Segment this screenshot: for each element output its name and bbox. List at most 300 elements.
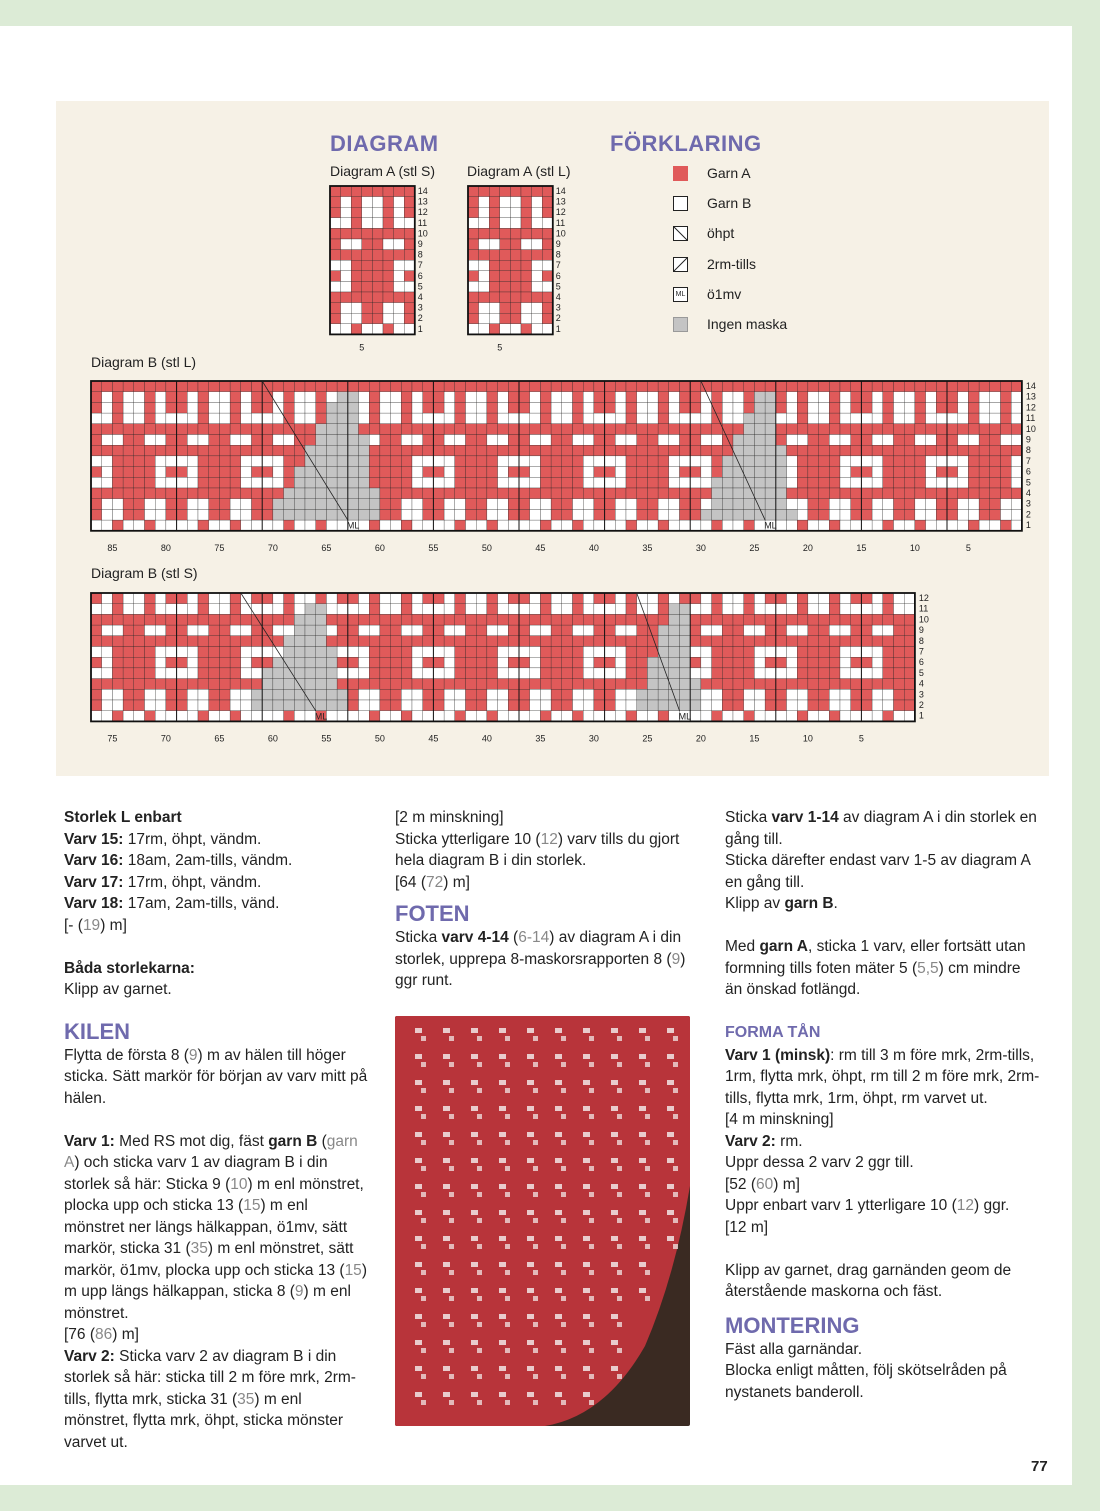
stitch-cell <box>829 456 840 467</box>
stitch-motif <box>415 1184 422 1189</box>
stitch-cell <box>262 413 273 424</box>
stitch-cell <box>542 324 553 335</box>
stitch-cell <box>102 445 113 456</box>
stitch-cell <box>615 593 626 604</box>
stitch-cell <box>530 435 541 446</box>
stitch-cell <box>348 488 359 499</box>
row-number: 5 <box>555 281 561 292</box>
stitch-cell <box>500 260 511 271</box>
stitch-cell <box>123 520 134 531</box>
stitch-cell <box>861 520 872 531</box>
stitch-cell <box>273 700 284 711</box>
stitch-cell <box>444 636 455 647</box>
stitch-cell <box>733 467 744 478</box>
column-number: 20 <box>695 733 706 744</box>
column-number: 30 <box>588 733 599 744</box>
stitch-cell <box>198 657 209 668</box>
stitch-cell <box>510 228 521 239</box>
stitch-motif <box>589 1400 594 1405</box>
stitch-motif <box>673 1062 678 1067</box>
stitch-motif <box>415 1340 422 1345</box>
column-number: 20 <box>802 542 813 553</box>
stitch-cell <box>444 381 455 392</box>
stitch-cell <box>380 520 391 531</box>
stitch-cell <box>573 711 584 722</box>
stitch-cell <box>209 509 220 520</box>
stitch-cell <box>530 614 541 625</box>
stitch-cell <box>476 668 487 679</box>
stitch-cell <box>883 520 894 531</box>
stitch-motif <box>499 1028 506 1033</box>
stitch-cell <box>776 477 787 488</box>
stitch-cell <box>765 392 776 403</box>
stitch-cell <box>1011 413 1022 424</box>
stitch-cell <box>776 488 787 499</box>
stitch-cell <box>829 413 840 424</box>
row-number: 8 <box>417 249 423 260</box>
stitch-cell <box>241 604 252 615</box>
stitch-cell <box>530 509 541 520</box>
stitch-motif <box>421 1114 426 1119</box>
stitch-cell <box>241 679 252 690</box>
stitch-cell <box>476 467 487 478</box>
stitch-cell <box>808 381 819 392</box>
stitch-cell <box>401 647 412 658</box>
stitch-cell <box>219 435 230 446</box>
stitch-cell <box>840 413 851 424</box>
stitch-cell <box>166 614 177 625</box>
stitch-cell <box>316 435 327 446</box>
stitch-cell <box>305 636 316 647</box>
stitch-cell <box>658 467 669 478</box>
stitch-cell <box>701 424 712 435</box>
stitch-cell <box>690 679 701 690</box>
stitch-cell <box>861 625 872 636</box>
stitch-cell <box>359 467 370 478</box>
stitch-cell <box>540 636 551 647</box>
stitch-cell <box>647 424 658 435</box>
stitch-cell <box>455 467 466 478</box>
chart-grid <box>330 186 415 334</box>
stitch-cell <box>209 424 220 435</box>
stitch-cell <box>230 625 241 636</box>
stitch-cell <box>252 679 263 690</box>
stitch-cell <box>433 636 444 647</box>
stitch-cell <box>177 435 188 446</box>
stitch-cell <box>583 614 594 625</box>
stitch-cell <box>851 509 862 520</box>
stitch-motif <box>449 1244 454 1249</box>
column-number: 10 <box>802 733 813 744</box>
stitch-cell <box>166 700 177 711</box>
stitch-cell <box>508 625 519 636</box>
stitch-cell <box>412 392 423 403</box>
stitch-motif <box>499 1158 506 1163</box>
stitch-cell <box>468 197 479 208</box>
stitch-motif <box>533 1270 538 1275</box>
stitch-cell <box>498 413 509 424</box>
row-number: 10 <box>555 228 566 239</box>
stitch-cell <box>330 313 341 324</box>
stitch-cell <box>362 186 373 197</box>
stitch-cell <box>91 604 102 615</box>
stitch-cell <box>787 467 798 478</box>
stitch-cell <box>583 499 594 510</box>
stitch-cell <box>573 477 584 488</box>
stitch-cell <box>209 689 220 700</box>
stitch-cell <box>404 313 415 324</box>
stitch-cell <box>444 499 455 510</box>
stitch-cell <box>573 689 584 700</box>
stitch-cell <box>423 657 434 668</box>
stitch-cell <box>787 456 798 467</box>
stitch-cell <box>562 647 573 658</box>
stitch-cell <box>123 614 134 625</box>
stitch-cell <box>198 467 209 478</box>
stitch-cell <box>455 636 466 647</box>
stitch-cell <box>391 614 402 625</box>
stitch-cell <box>540 679 551 690</box>
stitch-cell <box>394 260 405 271</box>
stitch-cell <box>551 402 562 413</box>
stitch-cell <box>872 445 883 456</box>
stitch-cell <box>637 381 648 392</box>
stitch-cell <box>712 679 723 690</box>
stitch-motif <box>449 1270 454 1275</box>
stitch-cell <box>861 636 872 647</box>
stitch-cell <box>851 499 862 510</box>
stitch-cell <box>701 647 712 658</box>
stitch-cell <box>380 456 391 467</box>
stitch-cell <box>198 679 209 690</box>
stitch-cell <box>722 509 733 520</box>
stitch-cell <box>701 445 712 456</box>
stitch-cell <box>134 456 145 467</box>
stitch-motif <box>443 1132 450 1137</box>
stitch-cell <box>102 711 113 722</box>
stitch-cell <box>626 647 637 658</box>
garn-a-swatch <box>673 166 688 181</box>
stitch-cell <box>351 303 362 314</box>
stitch-cell <box>626 445 637 456</box>
stitch-cell <box>369 402 380 413</box>
stitch-cell <box>498 499 509 510</box>
stitch-cell <box>510 207 521 218</box>
stitch-cell <box>519 689 530 700</box>
stitch-motif <box>611 1340 618 1345</box>
stitch-motif <box>611 1054 618 1059</box>
stitch-cell <box>510 303 521 314</box>
stitch-motif <box>583 1314 590 1319</box>
stitch-cell <box>926 445 937 456</box>
stitch-cell <box>134 657 145 668</box>
stitch-cell <box>380 467 391 478</box>
stitch-cell <box>542 281 553 292</box>
stitch-cell <box>348 711 359 722</box>
stitch-cell <box>819 488 830 499</box>
stitch-cell <box>487 614 498 625</box>
stitch-cell <box>508 614 519 625</box>
stitch-cell <box>209 679 220 690</box>
stitch-motif <box>667 1184 674 1189</box>
stitch-cell <box>947 402 958 413</box>
stitch-cell <box>404 260 415 271</box>
stitch-cell <box>155 614 166 625</box>
stitch-cell <box>797 614 808 625</box>
stitch-cell <box>198 456 209 467</box>
stitch-cell <box>797 467 808 478</box>
stitch-cell <box>562 392 573 403</box>
stitch-cell <box>466 657 477 668</box>
stitch-cell <box>540 593 551 604</box>
stitch-cell <box>198 413 209 424</box>
stitch-cell <box>583 456 594 467</box>
stitch-cell <box>330 197 341 208</box>
stitch-cell <box>487 435 498 446</box>
stitch-motif <box>415 1314 422 1319</box>
stitch-cell <box>701 467 712 478</box>
stitch-cell <box>669 456 680 467</box>
stitch-cell <box>594 647 605 658</box>
stitch-cell <box>219 700 230 711</box>
stitch-cell <box>605 689 616 700</box>
stitch-cell <box>637 689 648 700</box>
stitch-motif <box>421 1062 426 1067</box>
stitch-cell <box>562 424 573 435</box>
stitch-cell <box>765 499 776 510</box>
stitch-cell <box>91 424 102 435</box>
stitch-cell <box>134 604 145 615</box>
stitch-cell <box>744 647 755 658</box>
stitch-cell <box>155 700 166 711</box>
stitch-cell <box>915 435 926 446</box>
stitch-cell <box>341 250 352 261</box>
stitch-cell <box>123 657 134 668</box>
stitch-cell <box>819 477 830 488</box>
stitch-cell <box>733 657 744 668</box>
text-bold: garn A <box>759 938 808 955</box>
stitch-cell <box>209 477 220 488</box>
diagram-b-l-label: Diagram B (stl L) <box>91 354 197 370</box>
stitch-cell <box>594 509 605 520</box>
stitch-cell <box>926 488 937 499</box>
stitch-cell <box>883 614 894 625</box>
stitch-cell <box>241 424 252 435</box>
stitch-cell <box>530 392 541 403</box>
text: ) m] <box>773 1175 800 1193</box>
stitch-cell <box>316 424 327 435</box>
stitch-cell <box>166 509 177 520</box>
stitch-motif <box>589 1192 594 1197</box>
stitch-cell <box>209 636 220 647</box>
stitch-cell <box>326 456 337 467</box>
stitch-cell <box>669 435 680 446</box>
stitch-cell <box>433 679 444 690</box>
stitch-cell <box>510 260 521 271</box>
stitch-cell <box>230 614 241 625</box>
stitch-cell <box>500 281 511 292</box>
stitch-cell <box>573 467 584 478</box>
stitch-cell <box>819 456 830 467</box>
stitch-cell <box>722 647 733 658</box>
stitch-cell <box>487 636 498 647</box>
stitch-cell <box>573 668 584 679</box>
stitch-motif <box>505 1192 510 1197</box>
stitch-cell <box>658 435 669 446</box>
stitch-motif <box>617 1218 622 1223</box>
stitch-cell <box>519 499 530 510</box>
stitch-cell <box>316 647 327 658</box>
stitch-cell <box>540 711 551 722</box>
stitch-motif <box>415 1054 422 1059</box>
stitch-cell <box>252 520 263 531</box>
stitch-cell <box>647 614 658 625</box>
stitch-cell <box>479 271 490 282</box>
stitch-cell <box>455 593 466 604</box>
stitch-motif <box>555 1080 562 1085</box>
row-number: 9 <box>918 625 924 636</box>
stitch-motif <box>527 1262 534 1267</box>
stitch-cell <box>305 477 316 488</box>
stitch-cell <box>765 657 776 668</box>
stitch-cell <box>562 456 573 467</box>
stitch-cell <box>500 271 511 282</box>
stitch-motif <box>443 1158 450 1163</box>
stitch-cell <box>894 445 905 456</box>
stitch-cell <box>701 509 712 520</box>
stitch-cell <box>102 689 113 700</box>
stitch-cell <box>754 636 765 647</box>
stitch-cell <box>551 679 562 690</box>
stitch-cell <box>990 520 1001 531</box>
stitch-cell <box>284 593 295 604</box>
stitch-cell <box>797 689 808 700</box>
stitch-cell <box>91 456 102 467</box>
stitch-cell <box>262 477 273 488</box>
stitch-cell <box>316 509 327 520</box>
stitch-cell <box>605 520 616 531</box>
stitch-cell <box>519 402 530 413</box>
stitch-cell <box>394 313 405 324</box>
stitch-motif <box>415 1366 422 1371</box>
stitch-cell <box>840 467 851 478</box>
stitch-cell <box>904 668 915 679</box>
stitch-cell <box>701 625 712 636</box>
stitch-cell <box>177 488 188 499</box>
stitch-cell <box>476 488 487 499</box>
stitch-cell <box>968 467 979 478</box>
stitch-cell <box>508 668 519 679</box>
stitch-cell <box>926 435 937 446</box>
text: Klipp av <box>725 895 785 912</box>
stitch-cell <box>508 488 519 499</box>
stitch-cell <box>391 435 402 446</box>
row-number: 2 <box>1025 509 1031 520</box>
sock-photo <box>395 1016 690 1426</box>
stitch-motif <box>527 1236 534 1241</box>
text-alt-size: garn A <box>64 1132 358 1171</box>
stitch-cell <box>391 593 402 604</box>
stitch-cell <box>701 456 712 467</box>
stitch-cell <box>626 499 637 510</box>
stitch-motif <box>421 1322 426 1327</box>
stitch-cell <box>337 614 348 625</box>
stitch-cell <box>230 392 241 403</box>
stitch-cell <box>968 413 979 424</box>
stitch-motif <box>477 1140 482 1145</box>
stitch-motif <box>449 1348 454 1353</box>
stitch-cell <box>362 239 373 250</box>
row-number: 14 <box>417 186 428 196</box>
stitch-cell <box>883 435 894 446</box>
stitch-cell <box>594 456 605 467</box>
stitch-cell <box>423 445 434 456</box>
stitch-cell <box>990 467 1001 478</box>
stitch-cell <box>551 520 562 531</box>
stitch-cell <box>123 435 134 446</box>
stitch-cell <box>187 636 198 647</box>
stitch-cell <box>412 657 423 668</box>
stitch-cell <box>241 657 252 668</box>
column-number: 50 <box>374 733 385 744</box>
decrease-count: [2 m minskning] <box>395 809 504 826</box>
stitch-cell <box>316 488 327 499</box>
stitch-cell <box>401 520 412 531</box>
stitch-cell <box>669 647 680 658</box>
stitch-cell <box>444 657 455 668</box>
stitch-cell <box>1001 509 1012 520</box>
stitch-cell <box>979 509 990 520</box>
stitch-cell <box>722 593 733 604</box>
stitch-cell <box>521 197 532 208</box>
stitch-cell <box>284 477 295 488</box>
stitch-cell <box>733 477 744 488</box>
stitch-cell <box>583 435 594 446</box>
stitch-cell <box>958 477 969 488</box>
stitch-cell <box>519 700 530 711</box>
stitch-cell <box>123 593 134 604</box>
repeat-text: Uppr dessa 2 varv 2 ggr till. <box>725 1154 914 1171</box>
stitch-cell <box>532 271 543 282</box>
stitch-cell <box>637 402 648 413</box>
stitch-cell <box>594 445 605 456</box>
stitch-cell <box>391 402 402 413</box>
stitch-motif <box>477 1270 482 1275</box>
stitch-cell <box>348 402 359 413</box>
stitch-cell <box>979 467 990 478</box>
stitch-cell <box>722 636 733 647</box>
stitch-cell <box>551 604 562 615</box>
stitch-cell <box>326 467 337 478</box>
text-alt-size: 72 <box>426 873 444 891</box>
stitch-cell <box>797 445 808 456</box>
stitch-cell <box>851 657 862 668</box>
stitch-cell <box>284 456 295 467</box>
stitch-cell <box>510 281 521 292</box>
stitch-cell <box>861 467 872 478</box>
stitch-cell <box>112 700 123 711</box>
stitch-cell <box>926 509 937 520</box>
stitch-cell <box>102 657 113 668</box>
stitch-motif <box>471 1236 478 1241</box>
stitch-cell <box>412 520 423 531</box>
stitch-cell <box>198 647 209 658</box>
stitch-cell <box>433 435 444 446</box>
stitch-cell <box>615 456 626 467</box>
kilen-heading: KILEN <box>64 1018 130 1044</box>
stitch-cell <box>351 218 362 229</box>
stitch-cell <box>348 647 359 658</box>
